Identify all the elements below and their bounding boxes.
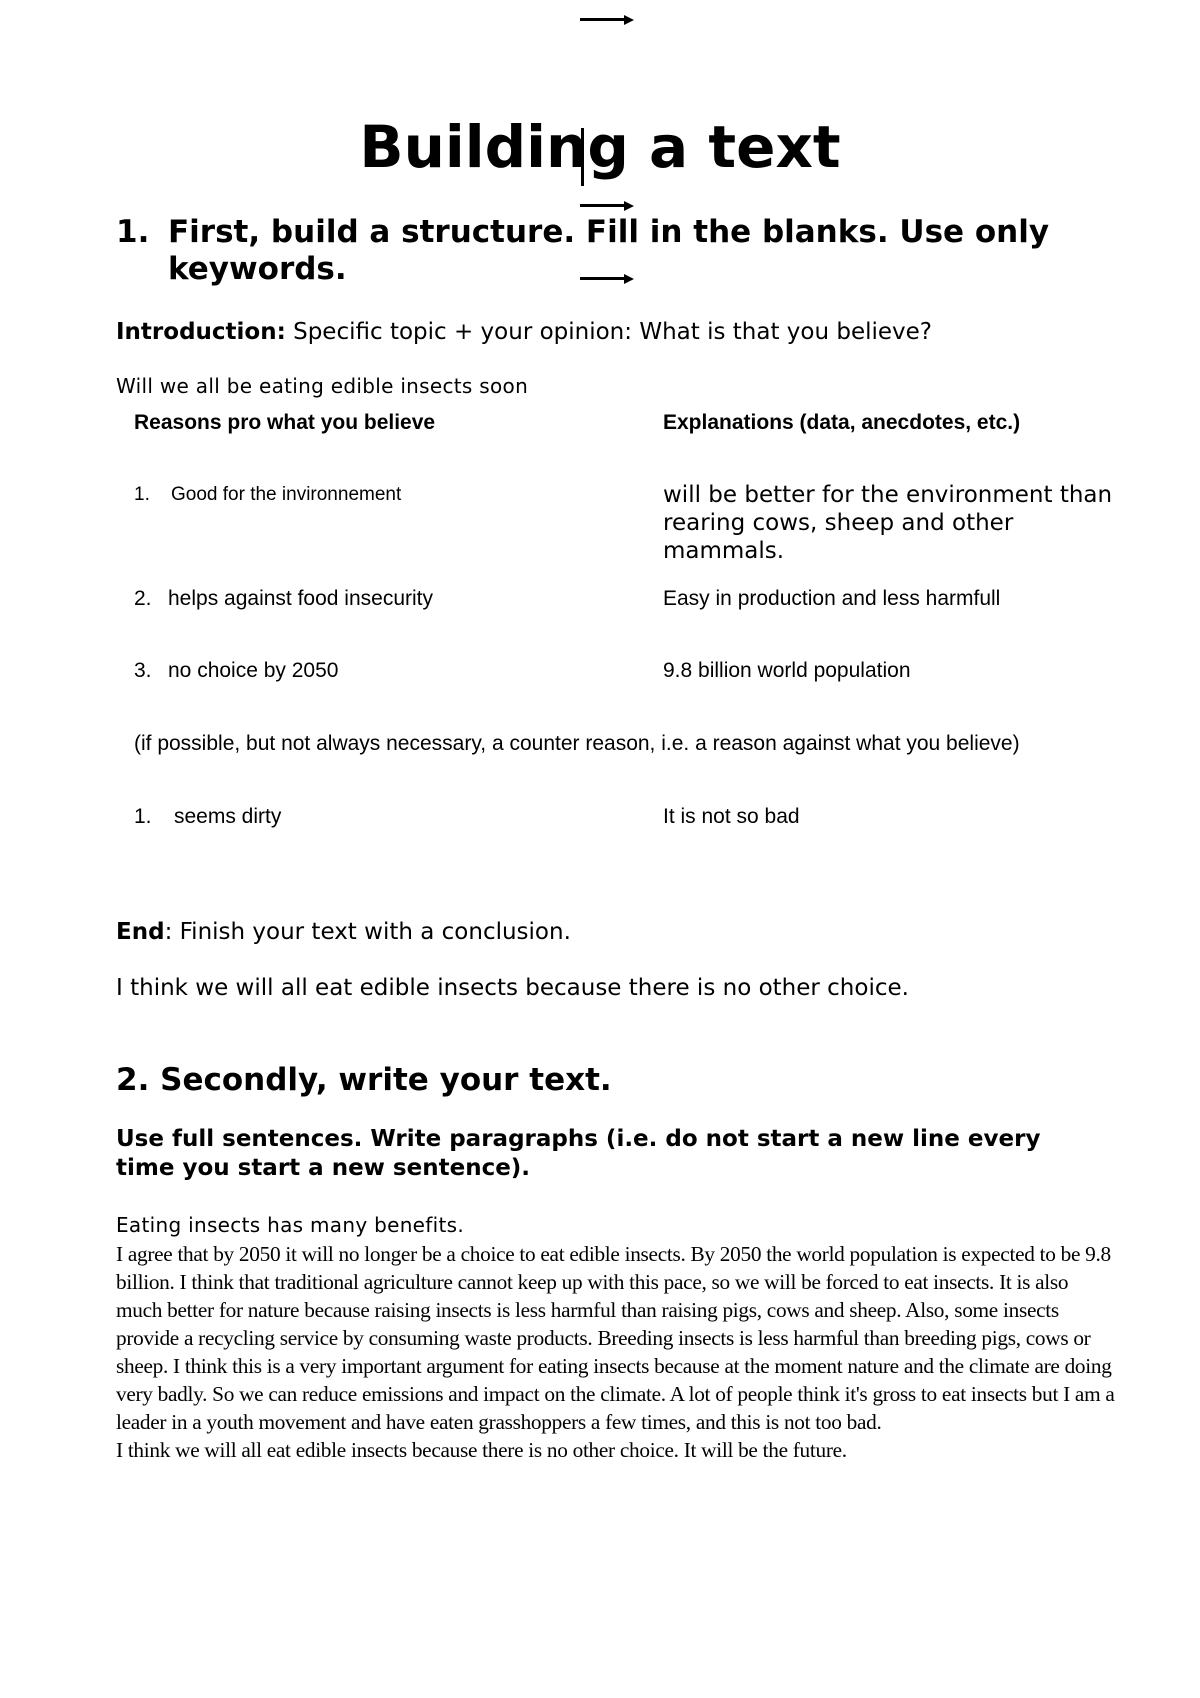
col1-header: Reasons pro what you believe (134, 411, 436, 434)
table-row-explanation: Easy in production and less harmfull (663, 587, 1001, 610)
table-row-number: 1. (134, 484, 150, 505)
introduction-prompt: Specific topic + your opinion: What is that you believe? (293, 319, 932, 345)
table-row-number: 2. (134, 587, 152, 610)
end-prompt: : Finish your text with a conclusion. (164, 919, 571, 945)
table-row-reason: helps against food insecurity (168, 587, 433, 610)
table-row-explanation: will be better for the environment than rearing cows, sheep and other mammals. (663, 482, 1113, 564)
col2-header: Explanations (data, anecdotes, etc.) (663, 411, 1021, 434)
essay-paragraph: I agree that by 2050 it will no longer be a choice to eat edible insects. By 2050 the world population is expected to be 9.8 billion. I think that traditional agriculture cannot keep up with this pace, so we will be forced to eat insects. It is also much better for nature because raising insects is less harmful than raising pigs, cows and sheep. Also, some insects provide a recycling service by consuming waste products. Breeding insects is less harmful than breeding pigs, cows or sheep. I think this is a very important argument for eating insects because at the moment nature and the climate are doing very badly. So we can reduce emissions and impact on the climate. A lot of people think it's gross to eat insects but I am a leader in a youth movement and have eaten grasshoppers a few times, and this is not too bad. (116, 1242, 1115, 1434)
section-2-instructions: Use full sentences. Write paragraphs (i.e. do not start a new line every time you start a new sentence). (116, 1126, 1041, 1181)
introduction-answer: Will we all be eating edible insects soon (116, 374, 529, 398)
table-row-number: 1. (134, 805, 152, 828)
essay-body (116, 1240, 1116, 1464)
end-line (116, 918, 571, 946)
end-label: End (116, 919, 165, 945)
table-row-reason: Good for the invironnement (171, 484, 402, 505)
section-1-number: 1. (116, 214, 150, 250)
table-row-explanation: 9.8 billion world population (663, 659, 911, 682)
introduction-line (116, 318, 932, 346)
section-1-text: First, build a structure. Fill in the blanks. Use only keywords. (168, 214, 1050, 287)
end-answer: I think we will all eat edible insects because there is no other choice. (116, 975, 909, 1001)
section-2-heading: 2. Secondly, write your text. (116, 1062, 612, 1098)
essay-lead: Eating insects has many benefits. (116, 1213, 465, 1237)
right-arrow-icon (580, 15, 634, 25)
right-arrow-icon (580, 201, 634, 211)
table-row-explanation: It is not so bad (663, 805, 800, 828)
table-row-number: 3. (134, 659, 152, 682)
introduction-label: Introduction: (116, 319, 286, 345)
counter-reason-note: (if possible, but not always necessary, a counter reason, i.e. a reason against what you believe) (134, 732, 1020, 755)
page-title: Building a text (359, 113, 841, 181)
table-row-reason: seems dirty (174, 805, 282, 828)
essay-paragraph: I think we will all eat edible insects because there is no other choice. It will be the future. (116, 1438, 847, 1462)
table-row-reason: no choice by 2050 (168, 659, 339, 682)
